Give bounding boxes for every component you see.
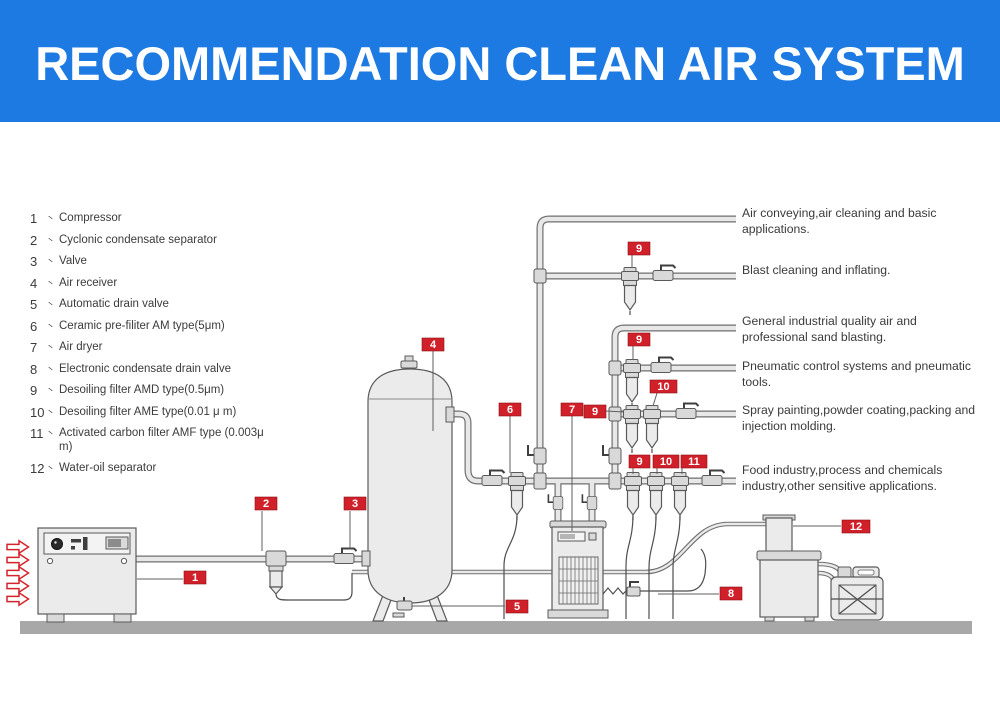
legend-number: 5 <box>30 297 38 312</box>
legend-number: 2 <box>30 232 38 248</box>
valve-icon <box>651 358 674 373</box>
svg-text:5: 5 <box>513 601 521 613</box>
legend-label: Water-oil separator <box>59 462 157 474</box>
marker-9-line4 <box>628 333 650 346</box>
marker-11 <box>681 455 707 468</box>
application-note-4: Pneumatic control systems and pneumatic tools. <box>742 359 971 389</box>
riser-valve-icon <box>603 445 621 464</box>
marker-9-top <box>628 242 650 255</box>
drain-lines <box>276 515 680 619</box>
svg-text:2: 2 <box>262 498 270 510</box>
filter-icon <box>624 360 641 408</box>
legend-label: Desoiling filter AMD type(0.5μm) <box>59 384 225 396</box>
legend-number: 8 <box>30 361 38 377</box>
marker-3 <box>344 497 366 510</box>
legend-number: 6 <box>30 318 38 334</box>
ground-bar <box>20 621 972 634</box>
marker-10-line6 <box>653 455 679 468</box>
filter-icon <box>624 406 641 454</box>
application-note-3: General industrial quality air and professional sand blasting. <box>742 314 917 344</box>
legend-label: Automatic drain valve <box>59 298 169 310</box>
legend-number: 10 <box>30 404 45 420</box>
water-oil-separator <box>757 515 821 621</box>
legend-number: 7 <box>30 340 38 355</box>
marker-4 <box>422 338 444 351</box>
marker-9-line5 <box>584 405 606 418</box>
marker-leader-lines <box>137 255 841 606</box>
valve-icon <box>676 404 699 419</box>
filter-icon <box>622 268 639 316</box>
svg-text:8: 8 <box>727 588 735 600</box>
filter-icon <box>672 473 689 521</box>
legend-label: Desoiling filter AME type(0.01 μ m) <box>59 405 237 418</box>
marker-12 <box>842 520 870 533</box>
dryer-grille <box>559 557 598 604</box>
marker-9-line6 <box>629 455 650 468</box>
filter-icon <box>625 473 642 521</box>
marker-1 <box>184 571 206 584</box>
cyclonic-separator <box>266 551 286 594</box>
marker-2 <box>255 497 277 510</box>
valve-icon <box>702 471 725 486</box>
marker-8 <box>720 587 742 600</box>
jerry-can <box>831 567 883 620</box>
svg-text:4: 4 <box>429 339 437 351</box>
legend-number: 1 <box>30 211 38 226</box>
valve-icon <box>482 471 505 486</box>
filter-icon <box>648 473 665 521</box>
legend-label: Activated carbon filter AMF type (0.003μ m) <box>59 427 264 453</box>
auto-drain-valve <box>397 601 412 610</box>
gauge-icon <box>52 539 63 550</box>
tank-inlet-stub <box>362 551 370 566</box>
legend-label: Air dryer <box>59 341 103 353</box>
legend-number: 11 <box>30 426 44 441</box>
check-valve-icon <box>582 494 596 509</box>
compressor <box>38 528 136 622</box>
filter-icon <box>644 406 661 454</box>
svg-text:9: 9 <box>635 334 643 346</box>
tank-outlet-stub <box>446 407 454 422</box>
svg-text:11: 11 <box>688 456 700 468</box>
filter-icon <box>509 473 526 521</box>
application-note-6: Food industry,process and chemicals industry,other sensitive applications. <box>742 463 943 493</box>
svg-text:12: 12 <box>849 521 863 533</box>
check-valve-icon <box>548 494 562 509</box>
application-note-2: Blast cleaning and inflating. <box>742 263 891 277</box>
svg-text:6: 6 <box>506 404 514 416</box>
air-dryer <box>548 521 706 618</box>
svg-text:1: 1 <box>191 572 199 584</box>
svg-text:7: 7 <box>568 404 576 416</box>
legend-label: Compressor <box>59 212 122 224</box>
marker-10-line5 <box>650 380 677 393</box>
page-title: RECOMMENDATION CLEAN AIR SYSTEM <box>35 36 965 90</box>
legend-label: Cyclonic condensate separator <box>59 233 217 246</box>
marker-5 <box>506 600 528 613</box>
air-intake-arrows-icon <box>7 541 29 605</box>
marker-6 <box>499 403 521 416</box>
valve-icon <box>334 549 357 564</box>
legend-label: Ceramic pre-filiter AM type(5μm) <box>59 319 225 332</box>
svg-text:9: 9 <box>636 456 643 468</box>
legend-number: 9 <box>30 383 38 398</box>
electronic-drain-valve <box>627 587 640 596</box>
legend-label: Valve <box>59 255 87 267</box>
application-note-1: Air conveying,air cleaning and basic applications. <box>742 206 937 236</box>
svg-text:3: 3 <box>351 498 359 510</box>
valve-icon <box>653 266 676 281</box>
legend-label: Electronic condensate drain valve <box>59 362 231 375</box>
drain-hose <box>603 588 626 594</box>
legend-label: Air receiver <box>59 276 118 289</box>
svg-text:9: 9 <box>635 243 643 255</box>
legend-number: 4 <box>30 275 38 291</box>
riser-valve-icon <box>528 445 546 464</box>
legend-number: 3 <box>30 254 38 269</box>
svg-text:9: 9 <box>591 406 599 418</box>
application-note-5: Spray painting,powder coating,packing and injection molding. <box>742 403 976 433</box>
marker-7 <box>561 403 583 416</box>
svg-text:10: 10 <box>657 381 670 393</box>
air-receiver-tank <box>368 356 452 621</box>
svg-text:10: 10 <box>659 456 673 468</box>
legend-number: 12 <box>30 461 45 476</box>
